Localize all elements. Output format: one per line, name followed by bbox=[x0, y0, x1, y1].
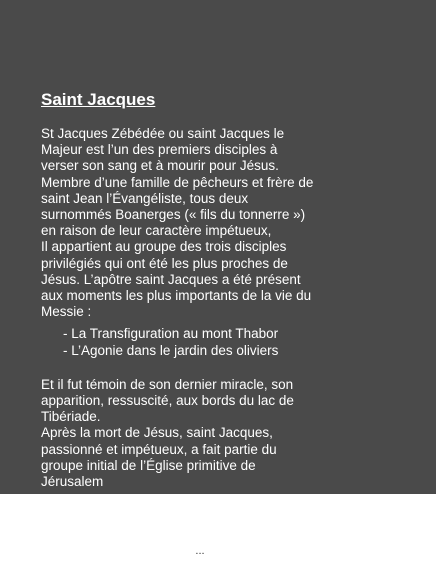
text-line: en raison de leur caractère impétueux, bbox=[41, 223, 272, 239]
intro-paragraph bbox=[41, 126, 411, 320]
text-line: Majeur est l’un des premiers disciples à bbox=[41, 142, 278, 158]
text-line: Après la mort de Jésus, saint Jacques, bbox=[41, 425, 273, 441]
article bbox=[41, 88, 411, 490]
footer-ellipsis: ... bbox=[195, 545, 205, 557]
text-line: Membre d’une famille de pêcheurs et frère de bbox=[41, 174, 314, 190]
text-line: saint Jean l’Évangéliste, tous deux bbox=[41, 190, 249, 206]
text-line: passionné et impétueux, a fait partie du bbox=[41, 441, 277, 457]
text-line: Jésus. L’apôtre saint Jacques a été présent bbox=[41, 271, 301, 287]
page-title: Saint Jacques bbox=[41, 90, 156, 109]
list-item: - La Transfiguration au mont Thabor bbox=[63, 326, 279, 342]
text-line: Il appartient au groupe des trois disciples bbox=[41, 239, 287, 255]
events-list bbox=[41, 326, 411, 358]
closing-paragraph bbox=[41, 377, 411, 490]
text-line: Et il fut témoin de son dernier miracle, son bbox=[41, 376, 294, 392]
text-line: St Jacques Zébédée ou saint Jacques le bbox=[41, 126, 285, 141]
text-line: groupe initial de l’Église primitive de bbox=[41, 457, 256, 473]
text-line: apparition, ressuscité, aux bords du lac de bbox=[41, 393, 294, 409]
text-line: Messie : bbox=[41, 304, 92, 320]
text-line: aux moments les plus importants de la vie du bbox=[41, 288, 312, 304]
text-line: Tibériade. bbox=[41, 409, 101, 425]
text-line: Jérusalem bbox=[41, 474, 104, 490]
text-line: surnommés Boanerges (« fils du tonnerre ») bbox=[41, 207, 306, 223]
text-line: privilégiés qui ont été les plus proches de bbox=[41, 255, 288, 271]
text-line: verser son sang et à mourir pour Jésus. bbox=[41, 158, 279, 174]
list-item: - L’Agonie dans le jardin des oliviers bbox=[63, 342, 279, 358]
